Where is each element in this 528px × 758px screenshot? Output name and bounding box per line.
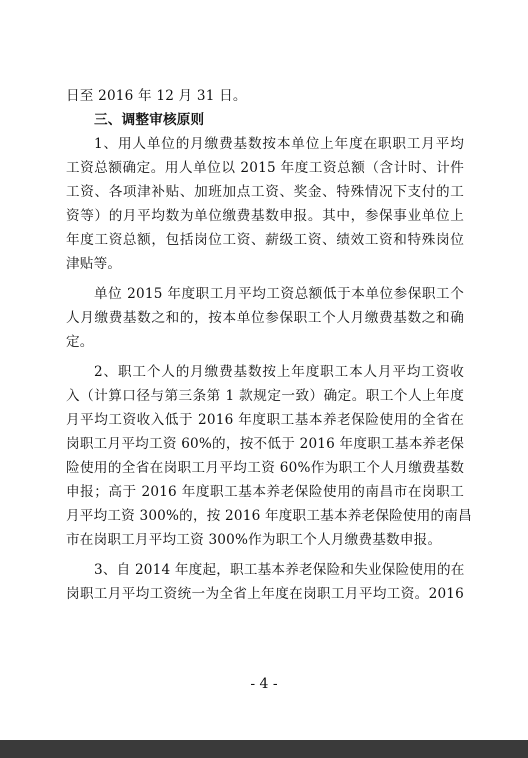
text-line: 单位 2015 年度职工月平均工资总额低于本单位参保职工个	[94, 286, 464, 302]
text-line: 市在岗职工月平均工资 300%作为职工个人月缴费基数申报。	[66, 532, 442, 548]
text-line: 申报；高于 2016 年度职工基本养老保险使用的南昌市在岗职工	[66, 484, 464, 500]
text-line: 月平均工资 300%的，按 2016 年度职工基本养老保险使用的南昌	[66, 508, 472, 524]
page-number: - 4 -	[250, 676, 278, 692]
window-bottom-bar	[0, 740, 528, 758]
text-line: 定。	[66, 334, 94, 350]
text-line: 津贴等。	[66, 256, 122, 272]
text-line: 岗职工月平均工资 60%的，按不低于 2016 年度职工基本养老保	[66, 436, 464, 452]
section-heading: 三、调整审核原则	[94, 112, 205, 128]
text-line: 岗职工月平均工资统一为全省上年度在岗职工月平均工资。2016	[66, 586, 464, 602]
text-line: 年度工资总额，包括岗位工资、薪级工资、绩效工资和特殊岗位	[66, 232, 464, 248]
text-line: 资等）的月平均数为单位缴费基数申报。其中，参保事业单位上	[66, 208, 464, 224]
text-line: 月平均工资收入低于 2016 年度职工基本养老保险使用的全省在	[66, 412, 464, 428]
document-body	[66, 84, 472, 606]
text-line: 2、职工个人的月缴费基数按上年度职工本人月平均工资收	[94, 364, 464, 380]
text-line: 3、自 2014 年度起，职工基本养老保险和失业保险使用的在	[94, 562, 465, 578]
text-line: 1、用人单位的月缴费基数按本单位上年度在职职工月平均	[94, 136, 464, 152]
text-line: 入（计算口径与第三条第 1 款规定一致）确定。职工个人上年度	[66, 388, 464, 404]
text-line: 日至 2016 年 12 月 31 日。	[66, 88, 247, 104]
text-line: 人月缴费基数之和的，按本单位参保职工个人月缴费基数之和确	[66, 310, 464, 326]
text-line: 工资总额确定。用人单位以 2015 年度工资总额（含计时、计件	[66, 160, 464, 176]
text-line: 险使用的全省在岗职工月平均工资 60%作为职工个人月缴费基数	[66, 460, 464, 476]
text-line: 工资、各项津补贴、加班加点工资、奖金、特殊情况下支付的工	[66, 184, 464, 200]
